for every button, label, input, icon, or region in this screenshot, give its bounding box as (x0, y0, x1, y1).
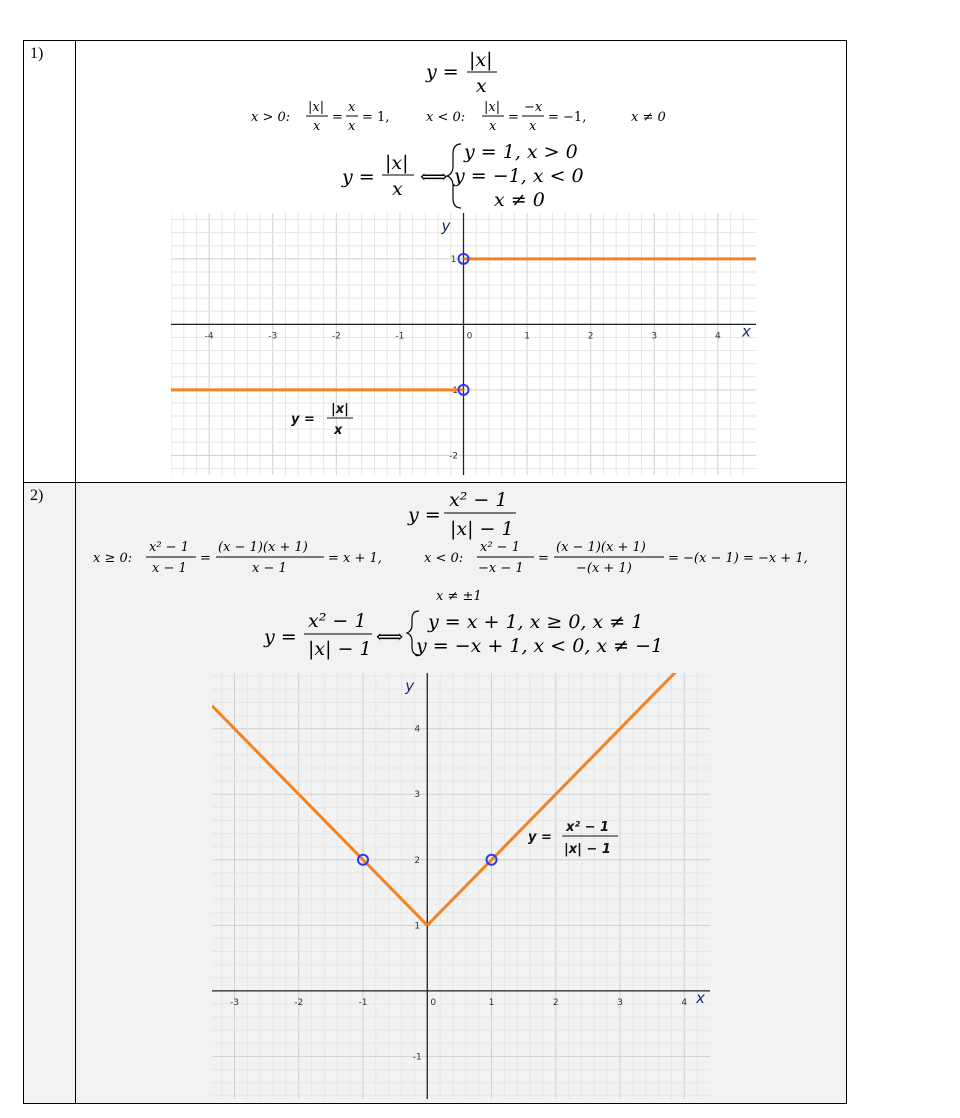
case-neg-result: = −(x − 1) = −x + 1, (668, 551, 808, 566)
system-line-1: y = 1, x > 0 (464, 141, 578, 163)
svg-text:x² − 1: x² − 1 (449, 489, 508, 511)
x-tick-label: -1 (395, 331, 405, 342)
row-number-cell (24, 483, 76, 1103)
x-tick-label: 1 (524, 331, 530, 342)
svg-text:(x − 1)(x + 1): (x − 1)(x + 1) (556, 540, 646, 555)
formula-main (76, 483, 846, 543)
system-line-2: y = −x + 1, x < 0, x ≠ −1 (416, 635, 664, 657)
row-number: 2) (30, 487, 44, 504)
y-tick-label: -1 (449, 385, 458, 396)
x-tick-label: -3 (268, 331, 278, 342)
y-tick-label: 1 (450, 254, 457, 265)
x-tick-label: 4 (714, 331, 721, 342)
row-number-cell (24, 41, 76, 482)
case-neg-cond: x < 0: (426, 110, 466, 125)
svg-text:y =: y = (426, 61, 459, 83)
table-row-1 (24, 41, 846, 483)
case-pos-cond: x > 0: (251, 110, 291, 125)
svg-text:|x| − 1: |x| − 1 (450, 518, 514, 540)
y-tick-label: -2 (449, 451, 458, 462)
domain-note: x ≠ ±1 (436, 589, 482, 604)
svg-text:x: x (529, 119, 537, 134)
x-tick-label: 2 (552, 997, 559, 1008)
svg-text:x − 1: x − 1 (252, 561, 287, 576)
curve-label (528, 820, 618, 857)
graph-2 (212, 673, 710, 1103)
row-2-content (76, 483, 846, 1103)
x-tick-label: 0 (466, 331, 473, 342)
formula-cases (76, 535, 846, 581)
y-tick-label: 2 (414, 855, 421, 866)
svg-text:−x − 1: −x − 1 (478, 561, 524, 576)
svg-text:y =: y = (291, 412, 315, 427)
svg-text:|x|: |x| (331, 402, 349, 417)
svg-text:x² − 1: x² − 1 (149, 540, 189, 555)
curve-label (291, 402, 353, 438)
graph-2-plot (212, 673, 710, 1099)
row-1-content (76, 41, 846, 482)
row-number: 1) (30, 45, 44, 62)
svg-text:−x: −x (524, 100, 543, 115)
svg-text:x: x (348, 119, 356, 134)
svg-text:|x| − 1: |x| − 1 (308, 638, 372, 660)
x-tick-label: 4 (681, 997, 688, 1008)
x-tick-label: -1 (358, 997, 368, 1008)
svg-text:y =: y = (528, 830, 552, 845)
x-tick-label: -2 (294, 997, 304, 1008)
svg-text:−(x + 1): −(x + 1) (576, 561, 632, 576)
svg-text:y =: y = (264, 626, 297, 648)
svg-text:x − 1: x − 1 (152, 561, 187, 576)
case-neg-result: = −1, (548, 110, 587, 125)
svg-text:x: x (334, 423, 343, 438)
svg-text:=: = (538, 551, 549, 566)
series-line-2 (427, 673, 678, 925)
svg-text:x² − 1: x² − 1 (566, 820, 610, 835)
y-axis-label: y (441, 217, 451, 235)
x-tick-label: 3 (617, 997, 623, 1008)
svg-text:y =: y = (408, 504, 441, 526)
table-row-2 (24, 483, 846, 1103)
svg-text:x: x (313, 119, 321, 134)
x-tick-label: -3 (229, 997, 239, 1008)
domain-note: x ≠ 0 (631, 110, 666, 125)
svg-text:=: = (508, 110, 519, 125)
svg-text:x: x (348, 100, 356, 115)
svg-text:x: x (392, 178, 403, 200)
x-tick-label: -2 (331, 331, 341, 342)
formula-main (76, 41, 846, 101)
svg-text:|x|: |x| (308, 100, 325, 115)
svg-text:⟺: ⟺ (376, 626, 404, 648)
formula-cases (76, 96, 846, 136)
grid (212, 673, 710, 1099)
svg-text:x² − 1: x² − 1 (308, 610, 367, 632)
svg-text:x² − 1: x² − 1 (480, 540, 520, 555)
svg-text:=: = (200, 551, 211, 566)
system-line-1: y = x + 1, x ≥ 0, x ≠ 1 (428, 611, 644, 633)
x-tick-label: 0 (430, 997, 437, 1008)
x-axis-label: x (696, 988, 705, 1007)
y-tick-label: -1 (412, 1052, 422, 1063)
system-line-3: x ≠ 0 (494, 189, 545, 211)
x-tick-label: 3 (651, 331, 658, 342)
svg-text:|x|: |x| (469, 49, 493, 71)
x-tick-label: 1 (488, 997, 495, 1008)
svg-text:|x|: |x| (484, 100, 501, 115)
case-pos-result: = x + 1, (328, 551, 382, 566)
solution-table (23, 40, 847, 1104)
x-axis-label: x (742, 322, 751, 341)
x-tick-label: -4 (204, 331, 214, 342)
system-line-2: y = −1, x < 0 (454, 165, 584, 187)
y-axis-label: y (405, 677, 415, 695)
svg-text:|x| − 1: |x| − 1 (564, 842, 611, 857)
svg-text:y =: y = (342, 166, 375, 188)
svg-text:(x − 1)(x + 1): (x − 1)(x + 1) (218, 540, 308, 555)
y-tick-label: 3 (414, 790, 421, 801)
case-pos-cond: x ≥ 0: (93, 551, 133, 566)
svg-text:x: x (489, 119, 497, 134)
formula-system (76, 603, 846, 665)
svg-text:=: = (332, 110, 343, 125)
graph-1-plot (171, 213, 756, 475)
y-tick-label: 4 (414, 724, 421, 735)
series-line-1 (212, 706, 427, 926)
svg-text:⟺: ⟺ (420, 166, 448, 188)
y-tick-label: 1 (414, 921, 421, 932)
svg-text:|x|: |x| (385, 152, 409, 174)
case-pos-result: = 1, (362, 110, 390, 125)
case-neg-cond: x < 0: (424, 551, 464, 566)
svg-text:x: x (476, 75, 487, 97)
graph-1 (171, 213, 756, 479)
x-tick-label: 2 (587, 331, 594, 342)
formula-system (76, 136, 846, 216)
